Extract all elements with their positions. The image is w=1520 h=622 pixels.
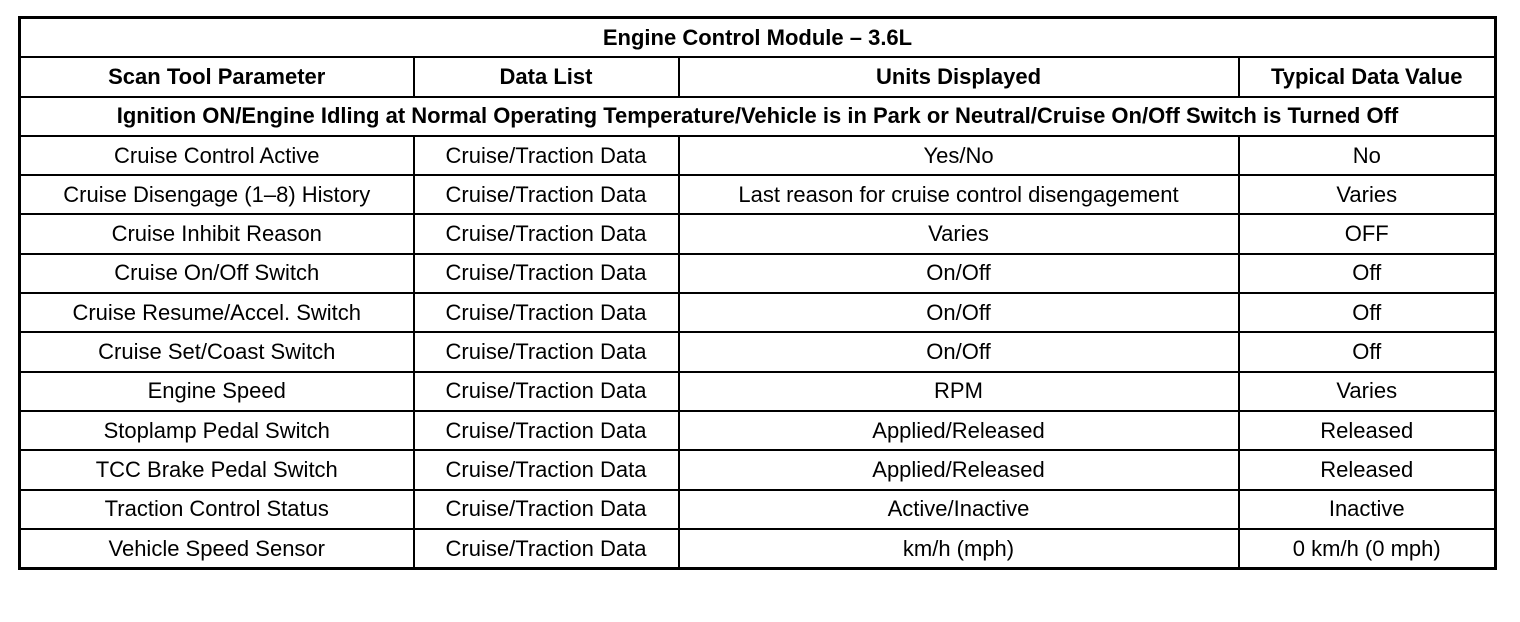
cell-parameter: Stoplamp Pedal Switch [20,411,414,450]
table-row [20,450,1496,489]
cell-parameter: Engine Speed [20,372,414,411]
table-row [20,411,1496,450]
header-data-list: Data List [414,57,679,96]
cell-units: On/Off [679,293,1239,332]
cell-typical-value: 0 km/h (0 mph) [1239,529,1496,569]
cell-units: Last reason for cruise control disengagement [679,175,1239,214]
cell-typical-value: Released [1239,450,1496,489]
cell-units: Varies [679,214,1239,253]
cell-typical-value: OFF [1239,214,1496,253]
cell-data-list: Cruise/Traction Data [414,411,679,450]
ecm-data-table [18,16,1497,570]
cell-data-list: Cruise/Traction Data [414,529,679,569]
cell-typical-value: Released [1239,411,1496,450]
header-typical-data-value: Typical Data Value [1239,57,1496,96]
table-row [20,254,1496,293]
cell-units: km/h (mph) [679,529,1239,569]
cell-parameter: Cruise On/Off Switch [20,254,414,293]
table-row [20,529,1496,569]
cell-data-list: Cruise/Traction Data [414,254,679,293]
table-row [20,332,1496,371]
header-scan-tool-parameter: Scan Tool Parameter [20,57,414,96]
cell-data-list: Cruise/Traction Data [414,293,679,332]
table-title-row [20,18,1496,58]
table-row [20,175,1496,214]
cell-typical-value: Varies [1239,175,1496,214]
cell-parameter: Cruise Disengage (1–8) History [20,175,414,214]
cell-units: On/Off [679,332,1239,371]
cell-data-list: Cruise/Traction Data [414,332,679,371]
cell-data-list: Cruise/Traction Data [414,490,679,529]
cell-parameter: Cruise Set/Coast Switch [20,332,414,371]
cell-typical-value: Inactive [1239,490,1496,529]
cell-parameter: Cruise Control Active [20,136,414,175]
cell-parameter: Traction Control Status [20,490,414,529]
cell-units: Yes/No [679,136,1239,175]
header-units-displayed: Units Displayed [679,57,1239,96]
table-row [20,490,1496,529]
cell-units: RPM [679,372,1239,411]
cell-data-list: Cruise/Traction Data [414,175,679,214]
table-header-row [20,57,1496,96]
cell-typical-value: Off [1239,254,1496,293]
cell-parameter: Cruise Resume/Accel. Switch [20,293,414,332]
cell-typical-value: Off [1239,332,1496,371]
cell-typical-value: Varies [1239,372,1496,411]
cell-typical-value: Off [1239,293,1496,332]
table-row [20,293,1496,332]
cell-data-list: Cruise/Traction Data [414,450,679,489]
cell-typical-value: No [1239,136,1496,175]
cell-units: Active/Inactive [679,490,1239,529]
cell-parameter: TCC Brake Pedal Switch [20,450,414,489]
table-row [20,214,1496,253]
cell-units: Applied/Released [679,411,1239,450]
table-title: Engine Control Module – 3.6L [20,18,1496,58]
cell-data-list: Cruise/Traction Data [414,372,679,411]
cell-parameter: Cruise Inhibit Reason [20,214,414,253]
cell-units: Applied/Released [679,450,1239,489]
cell-data-list: Cruise/Traction Data [414,136,679,175]
operating-condition: Ignition ON/Engine Idling at Normal Operating Temperature/Vehicle is in Park or Neutral/Cruise On/Off Switch is Turned Off [20,97,1496,136]
table-condition-row [20,97,1496,136]
cell-parameter: Vehicle Speed Sensor [20,529,414,569]
table-row [20,136,1496,175]
cell-units: On/Off [679,254,1239,293]
table-row [20,372,1496,411]
cell-data-list: Cruise/Traction Data [414,214,679,253]
